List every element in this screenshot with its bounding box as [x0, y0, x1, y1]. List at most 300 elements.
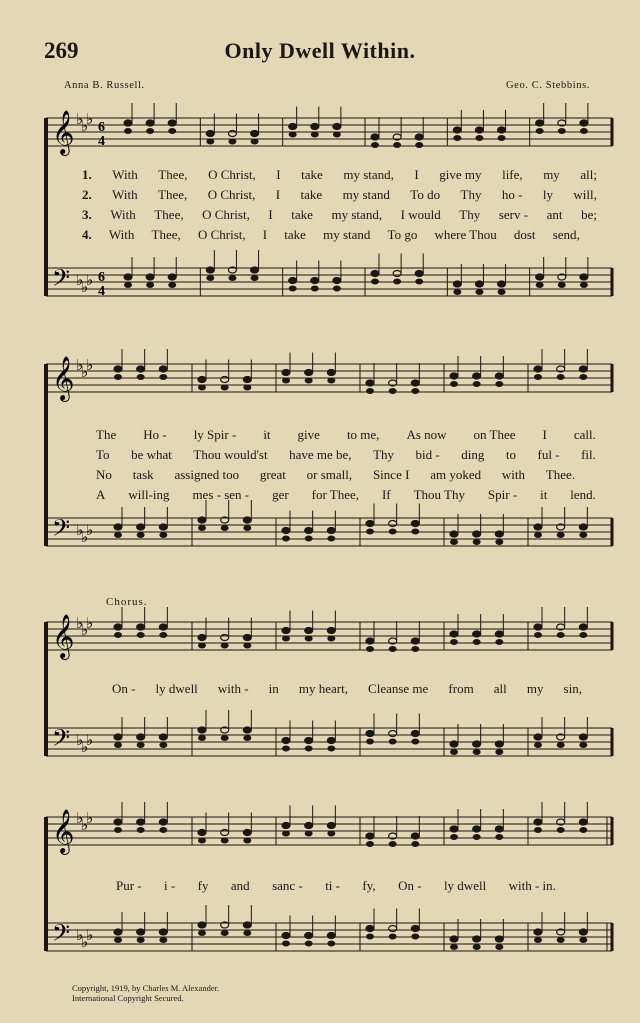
- chorus-lyrics-line2: [116, 878, 556, 894]
- verse-4-lyrics-line2: [96, 487, 596, 503]
- note-head: [221, 838, 229, 844]
- lyric-syllable: Ho -: [143, 427, 167, 442]
- note-head: [198, 525, 206, 531]
- lyric-syllable: it: [540, 487, 548, 502]
- note-head: [311, 286, 319, 292]
- note-head: [137, 937, 145, 943]
- lyric-syllable: sanc -: [272, 878, 303, 893]
- note-head: [557, 532, 565, 538]
- flat-icon: ♭: [86, 614, 94, 632]
- note-head: [243, 525, 251, 531]
- lyric-syllable: or small,: [306, 467, 353, 482]
- note-head: [473, 539, 481, 545]
- lyric-syllable: give: [297, 427, 320, 442]
- note-head: [305, 823, 313, 829]
- bass-clef-icon: 𝄢: [52, 724, 71, 757]
- note-head: [251, 131, 259, 137]
- note-head: [327, 536, 335, 542]
- note-head: [389, 388, 397, 394]
- lyric-syllable: will,: [573, 187, 597, 202]
- note-head: [221, 635, 229, 641]
- note-head: [411, 388, 419, 394]
- note-head: [366, 529, 374, 535]
- note-head: [473, 631, 481, 637]
- copyright-line-2: International Copyright Secured.: [72, 993, 184, 1003]
- note-head: [243, 643, 251, 649]
- lyric-syllable: ti -: [325, 878, 340, 893]
- note-head: [580, 282, 588, 288]
- lyric-syllable: call.: [573, 427, 596, 442]
- note-head: [305, 933, 313, 939]
- note-head: [415, 279, 423, 285]
- lyric-syllable: ly: [542, 187, 553, 202]
- flat-icon: ♭: [86, 809, 94, 827]
- lyric-syllable: for Thee,: [311, 487, 360, 502]
- lyric-syllable: assigned too: [174, 467, 240, 482]
- note-head: [305, 941, 313, 947]
- lyric-syllable: To do: [410, 187, 441, 202]
- note-head: [389, 841, 397, 847]
- lyric-syllable: With: [108, 227, 135, 242]
- lyric-syllable: my stand,: [331, 207, 383, 222]
- lyric-syllable: Thee,: [158, 167, 188, 182]
- note-head: [450, 749, 458, 755]
- note-head: [305, 370, 313, 376]
- lyric-syllable: on Thee: [473, 427, 516, 442]
- note-head: [137, 742, 145, 748]
- note-head: [198, 838, 206, 844]
- note-head: [114, 827, 122, 833]
- note-head: [557, 374, 565, 380]
- note-head: [450, 826, 458, 832]
- note-head: [206, 267, 214, 273]
- note-head: [498, 281, 506, 287]
- verse-2-lyrics: [82, 187, 597, 203]
- note-head: [453, 281, 461, 287]
- note-head: [114, 819, 122, 825]
- note-head: [146, 128, 154, 134]
- note-head: [411, 731, 419, 737]
- note-head: [289, 278, 297, 284]
- note-head: [534, 827, 542, 833]
- note-head: [114, 524, 122, 530]
- lyric-syllable: send,: [552, 227, 580, 242]
- note-head: [333, 286, 341, 292]
- flat-icon: ♭: [76, 731, 84, 749]
- note-head: [327, 378, 335, 384]
- note-head: [198, 517, 206, 523]
- note-head: [251, 275, 259, 281]
- lyric-syllable: fil.: [581, 447, 596, 462]
- note-head: [415, 134, 423, 140]
- lyric-syllable: Thee,: [151, 227, 181, 242]
- note-head: [311, 278, 319, 284]
- note-head: [311, 124, 319, 130]
- note-head: [282, 528, 290, 534]
- lyric-syllable: With: [110, 207, 136, 222]
- note-head: [579, 742, 587, 748]
- lyric-syllable: serv -: [498, 207, 529, 222]
- note-head: [221, 930, 229, 936]
- note-head: [198, 643, 206, 649]
- note-head: [580, 274, 588, 280]
- note-head: [393, 279, 401, 285]
- note-head: [495, 373, 503, 379]
- flat-icon: ♭: [76, 614, 84, 632]
- note-head: [221, 385, 229, 391]
- lyric-syllable: Thy: [373, 447, 395, 462]
- note-head: [389, 521, 397, 527]
- note-head: [305, 528, 313, 534]
- lyric-syllable: I: [276, 167, 281, 182]
- treble-clef-icon: 𝄞: [52, 356, 75, 400]
- note-head: [228, 131, 236, 137]
- note-head: [389, 646, 397, 652]
- treble-staff: [46, 622, 612, 650]
- lyric-syllable: will-ing: [128, 487, 170, 502]
- time-signature-bottom: 4: [98, 134, 105, 149]
- author-credit: Anna B. Russell.: [64, 80, 145, 91]
- note-head: [579, 937, 587, 943]
- note-head: [327, 941, 335, 947]
- bass-clef-icon: 𝄢: [52, 264, 71, 297]
- note-head: [411, 638, 419, 644]
- note-head: [159, 742, 167, 748]
- note-head: [137, 532, 145, 538]
- flat-icon: ♭: [76, 926, 84, 944]
- note-head: [159, 937, 167, 943]
- note-head: [243, 517, 251, 523]
- note-head: [137, 524, 145, 530]
- lyric-syllable: I: [262, 227, 268, 242]
- lyric-syllable: Pur -: [116, 878, 142, 893]
- lyric-syllable: with -: [217, 681, 249, 696]
- note-head: [534, 819, 542, 825]
- note-head: [495, 749, 503, 755]
- note-head: [453, 289, 461, 295]
- note-head: [114, 632, 122, 638]
- lyric-syllable: give my: [439, 167, 482, 182]
- note-head: [473, 826, 481, 832]
- note-head: [228, 275, 236, 281]
- note-head: [450, 936, 458, 942]
- music-system-2: [0, 350, 640, 580]
- flat-icon: ♭: [76, 356, 84, 374]
- note-head: [534, 734, 542, 740]
- note-head: [282, 831, 290, 837]
- treble-clef-icon: 𝄞: [52, 809, 75, 853]
- note-head: [159, 524, 167, 530]
- lyric-syllable: Thy: [459, 207, 481, 222]
- note-head: [415, 271, 423, 277]
- note-head: [333, 124, 341, 130]
- note-head: [473, 381, 481, 387]
- flat-icon: ♭: [76, 809, 84, 827]
- note-head: [305, 378, 313, 384]
- note-head: [534, 524, 542, 530]
- note-head: [146, 282, 154, 288]
- lyric-syllable: in: [268, 681, 279, 696]
- verse-1-lyrics-line2: [96, 427, 596, 443]
- lyric-syllable: I: [542, 427, 547, 442]
- flat-icon: ♭: [81, 278, 89, 296]
- note-head: [289, 124, 297, 130]
- note-head: [327, 636, 335, 642]
- lyric-syllable: ant: [546, 207, 563, 222]
- note-head: [534, 937, 542, 943]
- flat-icon: ♭: [76, 110, 84, 128]
- note-head: [366, 638, 374, 644]
- note-head: [534, 929, 542, 935]
- lyric-syllable: ly dwell: [443, 878, 487, 893]
- note-head: [282, 746, 290, 752]
- lyric-syllable: ly Spir -: [193, 427, 237, 442]
- note-head: [114, 734, 122, 740]
- lyric-syllable: to: [505, 447, 517, 462]
- lyric-syllable: my: [526, 681, 544, 696]
- note-head: [221, 377, 229, 383]
- note-head: [450, 834, 458, 840]
- note-head: [580, 128, 588, 134]
- hymn-title: Only Dwell Within.: [224, 38, 416, 63]
- note-head: [411, 833, 419, 839]
- note-head: [450, 631, 458, 637]
- note-head: [159, 532, 167, 538]
- note-head: [580, 120, 588, 126]
- note-head: [137, 624, 145, 630]
- note-head: [393, 271, 401, 277]
- note-head: [411, 521, 419, 527]
- note-head: [536, 274, 544, 280]
- note-head: [498, 289, 506, 295]
- note-head: [495, 639, 503, 645]
- note-head: [168, 274, 176, 280]
- note-head: [366, 646, 374, 652]
- note-head: [495, 631, 503, 637]
- note-head: [137, 632, 145, 638]
- note-head: [371, 142, 379, 148]
- verse-number: 4.: [82, 227, 92, 242]
- time-signature-bottom: 4: [98, 284, 105, 299]
- lyric-syllable: it: [263, 427, 271, 442]
- note-head: [453, 127, 461, 133]
- note-head: [198, 930, 206, 936]
- note-head: [243, 930, 251, 936]
- note-head: [450, 639, 458, 645]
- lyric-syllable: my stand: [342, 187, 390, 202]
- lyric-syllable: ly dwell: [155, 681, 198, 696]
- lyric-syllable: my stand,: [343, 167, 394, 182]
- note-head: [366, 731, 374, 737]
- note-head: [327, 933, 335, 939]
- bass-clef-icon: 𝄢: [52, 919, 71, 952]
- flat-icon: ♭: [81, 117, 89, 135]
- treble-clef-icon: 𝄞: [52, 110, 75, 154]
- note-head: [534, 374, 542, 380]
- lyric-syllable: i -: [164, 878, 176, 893]
- note-head: [206, 275, 214, 281]
- note-head: [206, 131, 214, 137]
- note-head: [389, 731, 397, 737]
- note-head: [311, 132, 319, 138]
- lyric-syllable: Thou Thy: [413, 487, 465, 502]
- lyric-syllable: O Christ,: [202, 207, 250, 222]
- flat-icon: ♭: [81, 621, 89, 639]
- note-head: [206, 139, 214, 145]
- note-head: [536, 120, 544, 126]
- note-head: [305, 831, 313, 837]
- note-head: [305, 636, 313, 642]
- note-head: [282, 738, 290, 744]
- note-head: [366, 934, 374, 940]
- note-head: [450, 531, 458, 537]
- note-head: [243, 385, 251, 391]
- note-head: [534, 624, 542, 630]
- verse-number: 3.: [82, 207, 92, 222]
- lyric-syllable: Spir -: [487, 487, 518, 502]
- note-head: [137, 374, 145, 380]
- note-head: [473, 936, 481, 942]
- note-head: [114, 742, 122, 748]
- note-head: [305, 628, 313, 634]
- lyric-syllable: To: [96, 447, 110, 462]
- note-head: [282, 636, 290, 642]
- note-head: [198, 635, 206, 641]
- note-head: [411, 926, 419, 932]
- note-head: [137, 819, 145, 825]
- lyric-syllable: with: [501, 467, 526, 482]
- note-head: [495, 936, 503, 942]
- chorus-label: Chorus.: [106, 596, 148, 608]
- note-head: [327, 738, 335, 744]
- lyric-syllable: Thee,: [158, 187, 188, 202]
- lyric-syllable: O Christ,: [207, 187, 256, 202]
- note-head: [221, 643, 229, 649]
- note-head: [327, 831, 335, 837]
- time-signature-top: 6: [98, 120, 105, 135]
- note-head: [159, 819, 167, 825]
- lyric-syllable: Since I: [372, 467, 410, 482]
- note-head: [389, 739, 397, 745]
- lyric-syllable: and: [230, 878, 250, 893]
- lyric-syllable: bid -: [415, 447, 440, 462]
- note-head: [327, 370, 335, 376]
- lyric-syllable: have me be,: [289, 447, 352, 462]
- lyric-syllable: Thy: [460, 187, 482, 202]
- lyric-syllable: be what: [131, 447, 172, 462]
- note-head: [473, 373, 481, 379]
- note-head: [327, 528, 335, 534]
- note-head: [146, 274, 154, 280]
- note-head: [411, 646, 419, 652]
- note-head: [114, 929, 122, 935]
- flat-icon: ♭: [81, 816, 89, 834]
- note-head: [289, 132, 297, 138]
- lyric-syllable: Thou would'st: [193, 447, 268, 462]
- note-head: [114, 937, 122, 943]
- lyric-syllable: take: [300, 187, 323, 202]
- note-head: [558, 282, 566, 288]
- bass-staff: [46, 268, 612, 296]
- lyric-syllable: fy,: [362, 878, 376, 893]
- note-head: [327, 628, 335, 634]
- note-head: [168, 128, 176, 134]
- note-head: [557, 937, 565, 943]
- flat-icon: ♭: [81, 738, 89, 756]
- note-head: [450, 381, 458, 387]
- note-head: [558, 128, 566, 134]
- note-head: [124, 282, 132, 288]
- note-head: [305, 746, 313, 752]
- flat-icon: ♭: [81, 528, 89, 546]
- note-head: [411, 380, 419, 386]
- note-head: [473, 531, 481, 537]
- lyric-syllable: The: [96, 427, 117, 442]
- note-head: [411, 934, 419, 940]
- note-head: [411, 841, 419, 847]
- verse-number: 2.: [82, 187, 92, 202]
- note-head: [579, 632, 587, 638]
- note-head: [198, 735, 206, 741]
- note-head: [114, 624, 122, 630]
- note-head: [137, 734, 145, 740]
- lyric-syllable: lend.: [570, 487, 596, 502]
- verse-4-lyrics: [82, 227, 597, 243]
- note-head: [198, 377, 206, 383]
- note-head: [475, 127, 483, 133]
- verse-2-lyrics-line2: [96, 447, 596, 463]
- note-head: [198, 922, 206, 928]
- note-head: [495, 539, 503, 545]
- note-head: [221, 735, 229, 741]
- note-head: [450, 373, 458, 379]
- note-head: [114, 532, 122, 538]
- note-head: [393, 142, 401, 148]
- note-head: [473, 944, 481, 950]
- note-head: [159, 624, 167, 630]
- lyric-syllable: On -: [112, 681, 136, 696]
- verse-number: 1.: [82, 167, 92, 182]
- lyric-syllable: With: [112, 167, 138, 182]
- note-head: [389, 529, 397, 535]
- lyric-syllable: O Christ,: [197, 227, 246, 242]
- lyric-syllable: my heart,: [298, 681, 348, 696]
- note-head: [366, 926, 374, 932]
- note-head: [137, 827, 145, 833]
- note-head: [473, 834, 481, 840]
- note-head: [450, 741, 458, 747]
- note-head: [495, 834, 503, 840]
- lyric-syllable: ger: [272, 487, 289, 502]
- note-head: [415, 142, 423, 148]
- note-head: [221, 830, 229, 836]
- note-head: [243, 727, 251, 733]
- note-head: [282, 628, 290, 634]
- note-head: [289, 286, 297, 292]
- lyric-syllable: am yoked: [430, 467, 482, 482]
- note-head: [579, 929, 587, 935]
- lyric-syllable: all: [493, 681, 507, 696]
- lyric-syllable: with - in.: [508, 878, 556, 893]
- flat-icon: ♭: [86, 521, 94, 539]
- note-head: [473, 639, 481, 645]
- note-head: [243, 838, 251, 844]
- note-head: [282, 370, 290, 376]
- flat-icon: ♭: [86, 731, 94, 749]
- note-head: [228, 139, 236, 145]
- lyric-syllable: As now: [406, 427, 447, 442]
- lyric-syllable: dost: [513, 227, 536, 242]
